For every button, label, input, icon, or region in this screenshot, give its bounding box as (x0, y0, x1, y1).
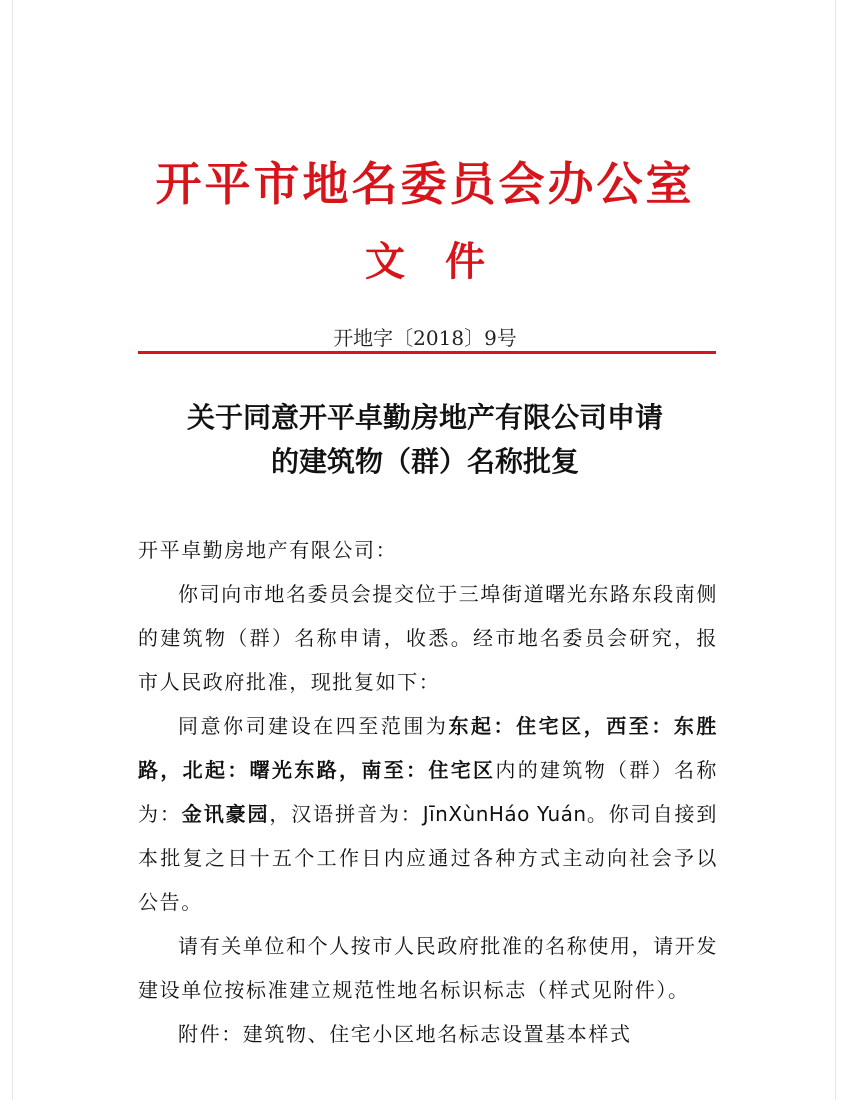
p2-text-3: ，汉语拼音为： (269, 802, 423, 826)
title-line-2: 的建筑物（群）名称批复 (270, 445, 579, 478)
paragraph-1: 你司向市地名委员会提交位于三埠街道曙光东路东段南侧的建筑物（群）名称申请，收悉。经市地名委员会研究，报市人民政府批准，现批复如下： (138, 582, 718, 694)
document-type: 文件 (365, 239, 525, 285)
attachment-note: 附件：建筑物、住宅小区地名标志设置基本样式 (178, 1022, 632, 1046)
p2-text-2: 内的建筑物（群）名称为： (138, 758, 718, 826)
approved-name-pinyin: JīnXùnHáo Yuán (422, 802, 587, 826)
approved-name: 金讯豪园 (181, 802, 270, 826)
red-separator-line (138, 351, 716, 354)
issuing-organization: 开平市地名委员会办公室 (155, 157, 695, 211)
paragraph-2 (138, 704, 718, 924)
boundary-description: 东起：住宅区，西至：东胜路，北起：曙光东路，南至：住宅区 (138, 714, 718, 782)
p2-text-1: 同意你司建设在四至范围为 (178, 714, 449, 738)
document-number: 开地字〔2018〕9号 (333, 326, 517, 350)
title-line-1: 关于同意开平卓勤房地产有限公司申请 (186, 401, 663, 434)
salutation: 开平卓勤房地产有限公司： (138, 538, 398, 562)
document-title (0, 396, 850, 484)
paragraph-3: 请有关单位和个人按市人民政府批准的名称使用，请开发建设单位按标准建立规范性地名标识标志（样式见附件）。 (138, 934, 718, 1002)
p2-text-4: 。你司自接到本批复之日十五个工作日内应通过各种方式主动向社会予以公告。 (138, 802, 718, 914)
